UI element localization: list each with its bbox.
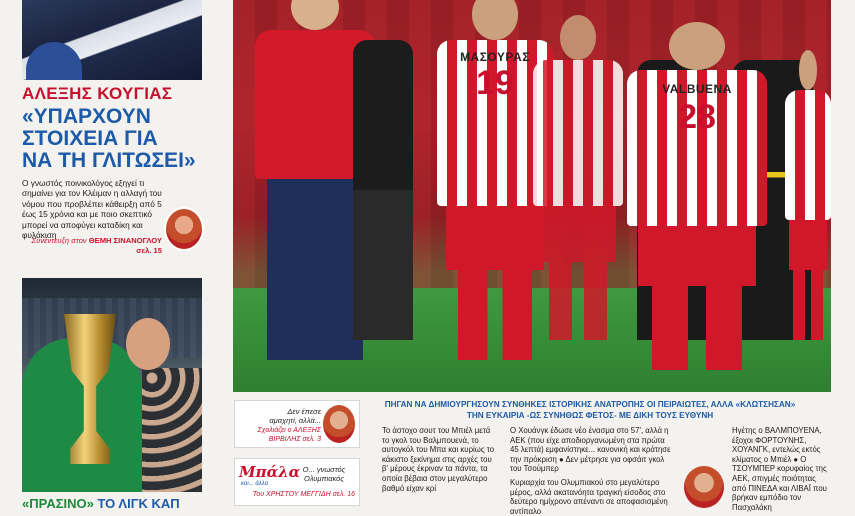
headline-line: ΣΤΟΙΧΕΙΑ ΓΙΑ (22, 127, 158, 150)
bottom-headline (22, 496, 180, 511)
top-photo (22, 0, 202, 80)
article-kicker: ΑΛΕΞΗΣ ΚΟΥΓΙΑΣ (22, 84, 173, 103)
player-background (533, 60, 623, 340)
shirt-number: 19 (476, 64, 514, 102)
opinion-title-line: Δεν έπεσε (287, 407, 321, 416)
opinion-author-line: Σχολιάζει ο ΑΛΕΞΗΣ (257, 427, 321, 434)
player-legs (652, 286, 742, 370)
column-text-1: Το άστοχο σουτ του Μπιέλ μετά το γκολ του Βαλμπουενά, το αυτογκόλ του Μπα και κυρίως το κάκιστο ξεκίνημα στις αρχές του β' μέρους έκριναν τα πάντα, τα οποία βέβαια στον μεγαλύτερο βαθμό είχαν κρί (382, 426, 495, 493)
column-text-3: Ηγέτης ο ΒΑΛΜΠΟΥΕΝΑ, έξοχοι ΦΟΡΤΟΥΝΗΣ, ΧΟΥΑΝΓΚ, εντελώς εκτός κλίματος ο Μπιέλ ● Ο ΤΣΟΥΜΠΕΡ κορυφαίος της ΑΕΚ, σπιγμές ποιότητας από ΠΙΝΕΔΑ και ΛΙΒΑΪ που βρήκαν εμπόδιο τον Πασχαλάκη (732, 426, 827, 512)
mpala-title-line: Ο... γνωστός (302, 465, 346, 474)
red-shorts (446, 206, 543, 270)
opinion-author (239, 427, 321, 444)
shirt-number: 28 (678, 98, 716, 136)
opinion-title-line: αμαχητί, αλλά... (269, 416, 321, 425)
trophy-photo (22, 278, 202, 492)
deck-line: ΠΗΓΑΝ ΝΑ ΔΗΜΙΟΥΡΓΗΣΟΥΝ ΣΥΝΘΗΚΕΣ ΙΣΤΟΡΙΚΗΣ ΑΝΑΤΡΟΠΗΣ ΟΙ ΠΕΙΡΑΙΩΤΕΣ, ΑΛΛΑ «ΚΛΩΤΣΗΣΑΝ» (384, 400, 796, 409)
mpala-title (291, 465, 357, 483)
player-edge (785, 90, 831, 340)
headline-line: ΝΑ ΤΗ ΓΛΙΤΩΣΕΙ» (22, 149, 196, 172)
mpala-box (234, 458, 360, 506)
player-head (126, 318, 170, 370)
bottom-headline-blue: ΤΟ ΛΙΓΚ ΚΑΠ (97, 496, 180, 511)
red-shorts (638, 226, 756, 286)
column-text-2a: Ο Χουάνγκ έδωσε νέο ένασμα στο 57', αλλά η ΑΕΚ (που είχε αποδιοργανωμένη στα πρώτα 45 λεπτά) εμφανίστηκε... κανονική και κράτησε την πρόκριση ● Δεν μέτρησε για οφσάιτ γκολ του Τσούμπερ (510, 426, 671, 474)
red-shorts (789, 220, 828, 270)
striped-shirt (785, 90, 831, 220)
main-match-photo (233, 0, 831, 392)
columnist-avatar (323, 405, 355, 443)
mpala-title-line: Ολυμπιακός (304, 474, 344, 483)
player-head (560, 15, 596, 60)
navy-trousers (267, 179, 363, 361)
deck-line: ΤΗΝ ΕΥΚΑΙΡΙΑ -ΩΣ ΣΥΝΗΘΩΣ ΦΕΤΟΣ- ΜΕ ΔΙΚΗ ΤΟΥΣ ΕΥΘΥΝΗ (466, 410, 714, 420)
mpala-logo: Μπάλα (239, 463, 301, 481)
bottom-headline-green: «ΠΡΑΣΙΝΟ» (22, 496, 98, 511)
article-deck (380, 400, 800, 421)
player-head (799, 50, 817, 90)
player-legs (793, 270, 822, 340)
striped-shirt (533, 60, 623, 206)
opinion-author-line: ΒΙΡΒΙΛΗΣ σελ. 3 (268, 435, 321, 443)
crowd (142, 368, 202, 492)
author-avatar (164, 207, 204, 251)
goalkeeper (353, 40, 413, 340)
byline-name: ΘΕΜΗ ΣΙΝΑΝΟΓΛΟΥ σελ. 15 (88, 236, 162, 255)
player-legs (549, 262, 607, 340)
mpala-logo-sub: και... άλλα (241, 481, 269, 487)
column-text-2 (510, 426, 672, 516)
left-column (22, 0, 202, 513)
red-shorts (540, 206, 616, 262)
shirt-name: ΜΑΣΟΥΡΑΣ (460, 50, 530, 64)
opinion-title (239, 407, 321, 425)
player-valbuena (627, 70, 767, 370)
cap-shape (26, 42, 82, 80)
player-legs (458, 270, 532, 360)
article-headline (22, 106, 196, 172)
headline-line: «ΥΠΑΡΧΟΥΝ (22, 105, 151, 128)
opinion-box (234, 400, 360, 448)
reporter-avatar (684, 466, 724, 508)
byline-prefix: Συνέντευξη στον (31, 236, 87, 245)
article-byline (22, 236, 162, 255)
shirt-name: VALBUENA (662, 82, 732, 96)
article-summary: Ο γνωστός ποινικολόγος εξηγεί τι σημαίνει για τον Κλέιμαν η αλλαγή του νόμου που προβλέπει κάθειρξη από 5 έως 15 χρόνια και με ποιο σκεπτικό μπορεί να αποφύγει καταδίκη και φυλάκιση (22, 178, 162, 241)
mpala-author: Του ΧΡΗΣΤΟΥ ΜΕΓΓΙΔΗ σελ. 16 (252, 491, 355, 498)
column-text-2b: Κυριαρχία του Ολυμπιακού στο μεγαλύτερο μέρος, αλλά ακατανόητα τραγική είσοδος στο δεύτερο ημίχρονο απέναντι σε αποφασισμένη αντίπαλο (510, 477, 668, 516)
player-head (669, 22, 725, 70)
